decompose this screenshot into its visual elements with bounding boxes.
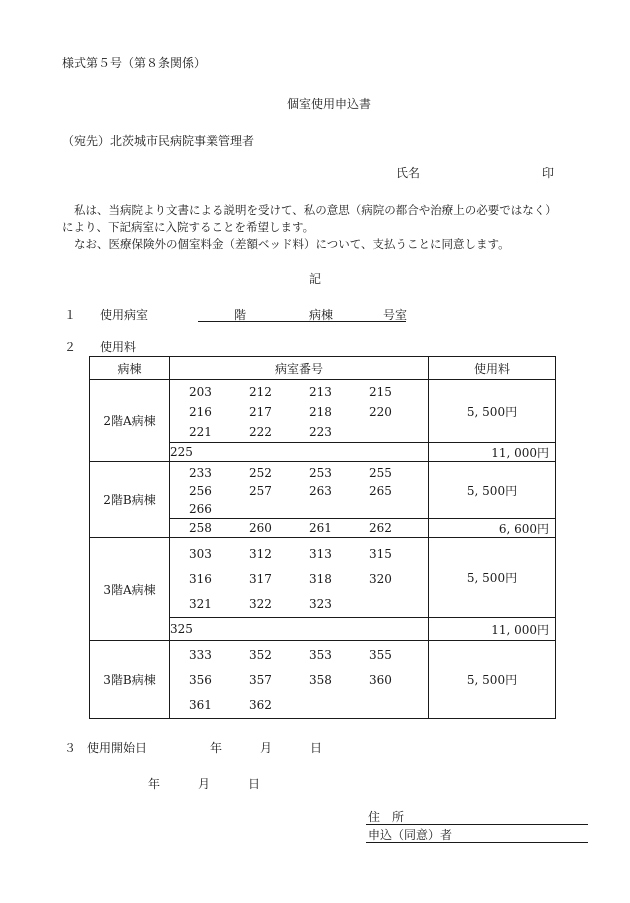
room-number: 323 — [309, 597, 332, 611]
room-number: 312 — [249, 547, 272, 561]
room-number: 218 — [309, 405, 332, 419]
item3-number: ３ — [64, 741, 77, 755]
room-number: 215 — [369, 385, 392, 399]
paragraph-line-2: により、下記病室に入院することを希望します。 — [62, 220, 315, 234]
room-number: 222 — [249, 425, 272, 439]
room-number: 263 — [309, 484, 332, 498]
room-number: 358 — [309, 673, 332, 687]
room-number: 313 — [309, 547, 332, 561]
room-number: 265 — [369, 484, 392, 498]
fee-cell: 5, 500円 — [429, 380, 556, 443]
name-label: 氏名 — [396, 166, 421, 180]
room-number: 352 — [249, 648, 272, 662]
date-day-label[interactable]: 日 — [248, 777, 261, 791]
ward-cell: 3階A病棟 — [90, 538, 170, 641]
room-number: 316 — [189, 572, 212, 586]
room-number: 255 — [369, 466, 392, 480]
room-number: 356 — [189, 673, 212, 687]
room-number: 257 — [249, 484, 272, 498]
header-ward: 病棟 — [90, 357, 170, 380]
ki-heading: 記 — [309, 272, 322, 286]
room-number: 321 — [189, 597, 212, 611]
room-list — [170, 641, 429, 719]
room-number: 213 — [309, 385, 332, 399]
room-suffix: 号室 — [383, 308, 408, 322]
form-label: 様式第５号（第８条関係） — [62, 56, 207, 70]
fee-cell: 5, 500円 — [429, 462, 556, 519]
paragraph-line-3: なお、医療保険外の個室料金（差額ベッド料）について、支払うことに同意します。 — [74, 237, 510, 251]
ward-suffix: 病棟 — [309, 308, 334, 322]
room-list — [170, 538, 429, 618]
addressee: （宛先）北茨城市民病院事業管理者 — [62, 134, 255, 148]
room-list — [170, 462, 429, 519]
room-number: 261 — [309, 521, 332, 535]
address-fill-line[interactable] — [366, 810, 588, 825]
room-number: 256 — [189, 484, 212, 498]
applicant-label: 申込（同意）者 — [368, 828, 453, 842]
room-number: 333 — [189, 648, 212, 662]
ward-cell: 3階B病棟 — [90, 641, 170, 719]
table-row — [90, 380, 556, 443]
room-number: 253 — [309, 466, 332, 480]
room-number: 266 — [189, 502, 212, 516]
room-number: 318 — [309, 572, 332, 586]
room-number: 217 — [249, 405, 272, 419]
applicant-fill-line[interactable] — [366, 828, 588, 843]
room-number: 322 — [249, 597, 272, 611]
table-header-row — [90, 357, 556, 380]
room-number: 357 — [249, 673, 272, 687]
ward-cell: 2階B病棟 — [90, 462, 170, 538]
room-number: 262 — [369, 521, 392, 535]
room-number: 223 — [309, 425, 332, 439]
item2-number: ２ — [64, 340, 77, 354]
room-number: 258 — [189, 521, 212, 535]
item3-label: 使用開始日 — [87, 741, 148, 755]
room-number: 225 — [170, 443, 429, 462]
start-day-label[interactable]: 日 — [310, 741, 323, 755]
room-number: 353 — [309, 648, 332, 662]
room-number: 303 — [189, 547, 212, 561]
item2-label: 使用料 — [100, 340, 137, 354]
table-row — [90, 538, 556, 618]
room-number: 362 — [249, 698, 272, 712]
room-list — [170, 380, 429, 443]
room-fill-line[interactable] — [198, 307, 406, 322]
item1-label: 使用病室 — [100, 308, 149, 322]
room-number: 355 — [369, 648, 392, 662]
table-row — [90, 641, 556, 719]
seal-label: 印 — [542, 166, 555, 180]
start-month-label[interactable]: 月 — [260, 741, 273, 755]
room-number: 315 — [369, 547, 392, 561]
header-fee: 使用料 — [429, 357, 556, 380]
fee-cell: 6, 600円 — [429, 519, 556, 538]
fee-cell: 5, 500円 — [429, 641, 556, 719]
fee-cell: 11, 000円 — [429, 443, 556, 462]
room-number: 360 — [369, 673, 392, 687]
date-month-label[interactable]: 月 — [198, 777, 211, 791]
room-number: 220 — [369, 405, 392, 419]
room-number: 317 — [249, 572, 272, 586]
date-year-label[interactable]: 年 — [148, 777, 161, 791]
fee-table — [89, 356, 556, 719]
room-number: 203 — [189, 385, 212, 399]
room-number: 361 — [189, 698, 212, 712]
room-number: 212 — [249, 385, 272, 399]
address-label: 住 所 — [368, 810, 405, 824]
ward-cell: 2階A病棟 — [90, 380, 170, 462]
floor-suffix: 階 — [234, 308, 247, 322]
room-number: 216 — [189, 405, 212, 419]
fee-cell: 5, 500円 — [429, 538, 556, 618]
header-room-number: 病室番号 — [170, 357, 429, 380]
room-number: 252 — [249, 466, 272, 480]
room-number: 233 — [189, 466, 212, 480]
paragraph-line-1: 私は、当病院より文書による説明を受けて、私の意思（病院の都合や治療上の必要ではなく） — [74, 203, 557, 217]
room-list — [170, 519, 429, 538]
fee-cell: 11, 000円 — [429, 618, 556, 641]
room-number: 221 — [189, 425, 212, 439]
room-number: 325 — [170, 618, 429, 641]
room-number: 320 — [369, 572, 392, 586]
item1-number: １ — [64, 308, 77, 322]
room-number: 260 — [249, 521, 272, 535]
table-row — [90, 462, 556, 519]
start-year-label[interactable]: 年 — [210, 741, 223, 755]
page-title: 個室使用申込書 — [287, 97, 372, 111]
